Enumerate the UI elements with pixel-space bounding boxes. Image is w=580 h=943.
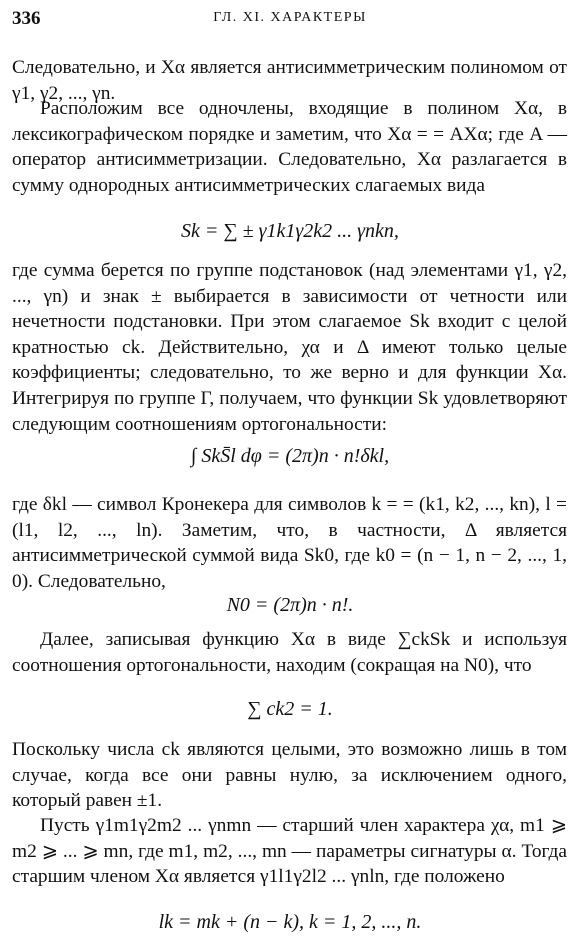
- formula-lk: lk = mk + (n − k), k = 1, 2, ..., n.: [158, 911, 422, 933]
- formula-n0: N0 = (2π)n · n!.: [226, 594, 354, 616]
- paragraph-1: Следовательно, и Xα является антисимметрическим полиномом от γ1, γ2, ..., γn.: [12, 57, 567, 104]
- paragraph-6: Поскольку числа ck являются целыми, это возможно лишь в том случае, когда все они равны нулю, за исключением одного, который равен ±1.: [12, 739, 567, 812]
- formula-orthogonality: ∫ SkS̄l dφ = (2π)n · n!δkl,: [190, 445, 390, 467]
- paragraph-7: Пусть γ1m1γ2m2 ... γnmn — старший член характера χα, m1 ⩾ m2 ⩾ ... ⩾ mn, где m1, m2, ..., mn — параметры сигнатуры α. Тогда старшим членом Xα является γ1l1γ2l2 ... γnln, где положено: [12, 815, 567, 888]
- paragraph-2: Расположим все одночлены, входящие в полином Xα, в лексикографическом порядке и заметим, что Xα = = AXα; где A — оператор антисимметризации. Следовательно, Xα разлагается в сумму однородных антисимметрических слагаемых вида: [12, 98, 567, 196]
- running-header: [12, 6, 568, 32]
- formula-ck-squares: ∑ ck2 = 1.: [247, 698, 333, 720]
- page-number: 336: [12, 8, 41, 29]
- paragraph-5: Далее, записывая функцию Xα в виде ∑ckSk и используя соотношения ортогональности, находим (сокращая на N0), что: [12, 629, 567, 676]
- paragraph-3: где сумма берется по группе подстановок (над элементами γ1, γ2, ..., γn) и знак ± выбирается в зависимости от четности или нечетности подстановки. При этом слагаемое Sk входит с целой кратностью ck. Действительно, χα и Δ имеют только целые коэффициенты; следовательно, то же верно и для функции Xα. Интегрируя по группе Γ, получаем, что функции Sk удовлетворяют следующим соотношениям ортогональности:: [12, 260, 567, 435]
- chapter-title: ГЛ. XI. ХАРАКТЕРЫ: [213, 10, 367, 25]
- paragraph-4: где δkl — символ Кронекера для символов k = = (k1, k2, ..., kn), l = (l1, l2, ..., ln). Заметим, что, в частности, Δ является антисимметрической суммой вида Sk0, где k0 = (n − 1, n − 2, ..., 1, 0). Следовательно,: [12, 494, 567, 592]
- formula-s-sum: Sk = ∑ ± γ1k1γ2k2 ... γnkn,: [181, 220, 399, 242]
